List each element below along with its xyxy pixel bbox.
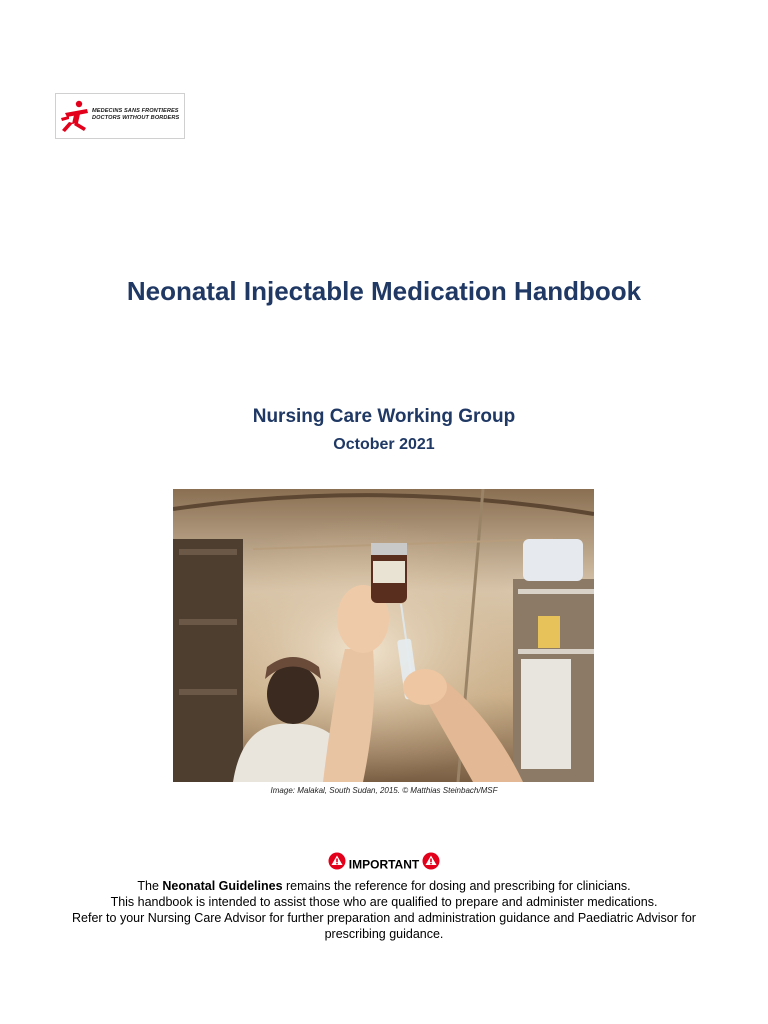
- warning-icon: [328, 852, 346, 873]
- important-heading: [0, 855, 768, 876]
- cover-photo-illustration: [173, 489, 594, 782]
- logo-line-1: MEDECINS SANS FRONTIERES: [92, 108, 179, 114]
- notice-line-3: Refer to your Nursing Care Advisor for further preparation and administration guidance and Paediatric Advisor for prescribing guidance.: [72, 911, 696, 941]
- warning-icon: [422, 852, 440, 873]
- image-caption: Image: Malakal, South Sudan, 2015. © Matthias Steinbach/MSF: [270, 786, 498, 795]
- logo-line-2: DOCTORS WITHOUT BORDERS: [92, 114, 180, 121]
- logo-text: [92, 108, 179, 121]
- document-title: Neonatal Injectable Medication Handbook: [126, 276, 642, 306]
- msf-logo: [55, 93, 185, 139]
- notice-line-2: This handbook is intended to assist those who are qualified to prepare and administer medications.: [110, 895, 658, 909]
- neonatal-guidelines-reference: Neonatal Guidelines: [162, 879, 283, 893]
- document-date: October 2021: [333, 436, 435, 453]
- cover-photo: [173, 489, 594, 782]
- important-label: IMPORTANT: [348, 857, 420, 872]
- msf-running-man-icon: [59, 99, 93, 135]
- notice-line-1-prefix: The: [137, 879, 163, 893]
- important-notice: [40, 878, 728, 942]
- notice-line-1-suffix: remains the reference for dosing and prescribing for clinicians.: [282, 879, 631, 893]
- notice-line-1: [40, 878, 728, 894]
- document-subtitle: Nursing Care Working Group: [252, 406, 516, 427]
